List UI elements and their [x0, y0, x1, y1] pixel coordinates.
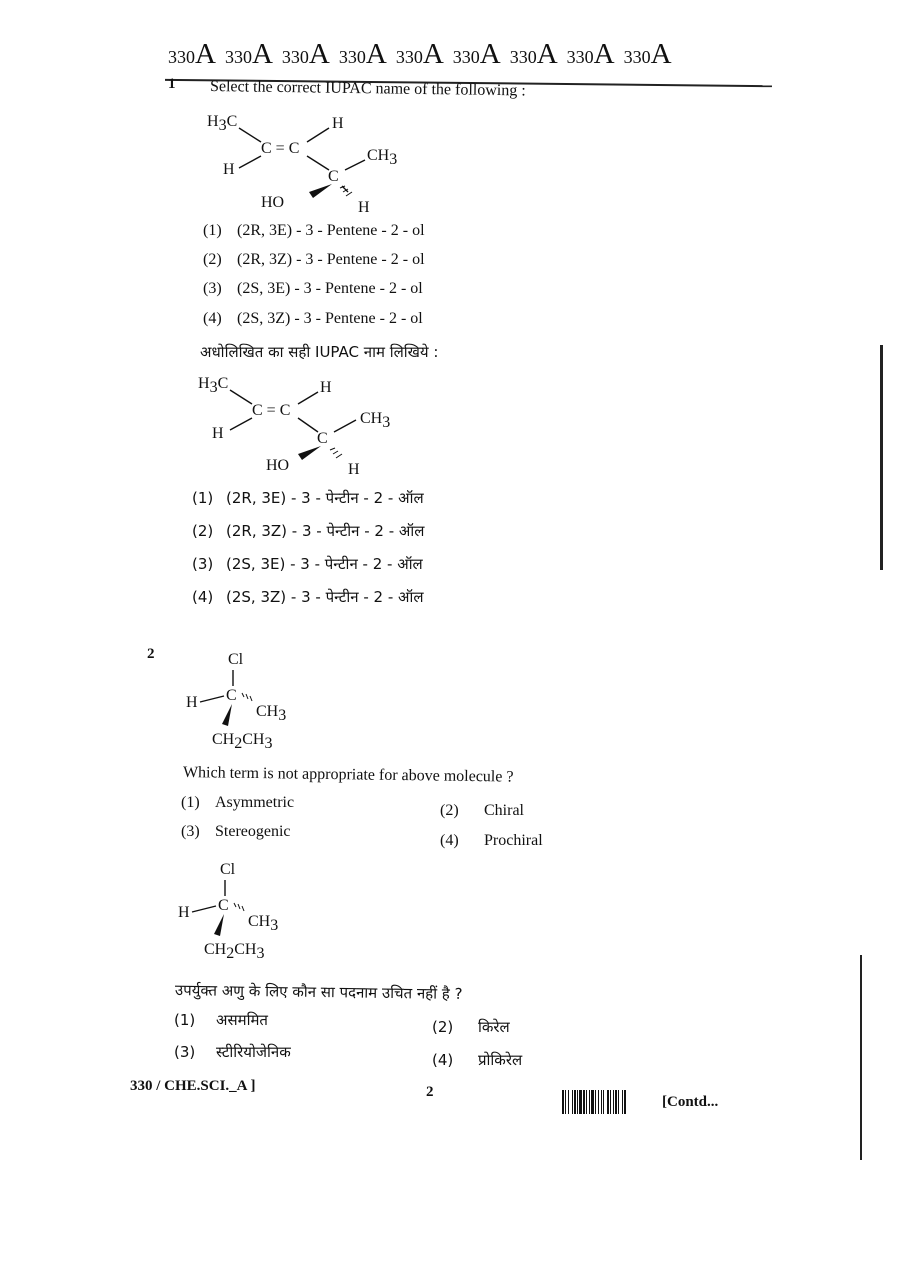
- q2-structure-hi: [172, 856, 312, 966]
- option: (4) (2S, 3Z) - 3 - पेन्टीन - 2 - ऑल: [192, 588, 424, 606]
- paper-code-header: [168, 38, 681, 71]
- hydrogen-label: H: [212, 425, 224, 442]
- question-1-text-hi: अधोलिखित का सही IUPAC नाम लिखिये :: [200, 343, 439, 361]
- methyl-group-label: H3C: [207, 113, 238, 134]
- hydrogen-label: H: [223, 161, 235, 178]
- methyl-group-label: CH3: [367, 147, 398, 168]
- hydroxyl-label: HO: [261, 194, 285, 211]
- option: (1) (2R, 3E) - 3 - पेन्टीन - 2 - ऑल: [192, 489, 424, 507]
- question-1-text-en: Select the correct IUPAC name of the following :: [209, 78, 526, 100]
- paper-code: 330A: [338, 38, 387, 70]
- paper-code: 330A: [281, 38, 330, 70]
- scan-edge-line: [860, 955, 862, 1160]
- option: (3) Stereogenic: [181, 823, 291, 840]
- q2-structure-en: [180, 646, 320, 756]
- option: (4) प्रोकिरेल: [432, 1051, 523, 1069]
- hydroxyl-label: HO: [266, 457, 290, 474]
- hydrogen-label: H: [186, 694, 198, 711]
- option: (3) (2S, 3E) - 3 - पेन्टीन - 2 - ऑल: [192, 555, 423, 573]
- carbon-label: C: [226, 687, 237, 704]
- option: (3) स्टीरियोजेनिक: [174, 1043, 291, 1061]
- paper-code: 330A: [566, 38, 615, 70]
- methyl-group-label: CH3: [360, 410, 391, 431]
- option: (1) (2R, 3E) - 3 - Pentene - 2 - ol: [203, 222, 425, 239]
- paper-code: 330A: [168, 38, 216, 70]
- carbon-label: C: [218, 897, 229, 914]
- barcode-icon: [562, 1090, 652, 1114]
- hydrogen-label: H: [358, 199, 370, 216]
- chlorine-label: Cl: [228, 651, 244, 668]
- question-number-1: 1: [168, 76, 176, 92]
- double-bond-label: C = C: [261, 140, 300, 157]
- paper-code-footer: 330 / CHE.SCI._A ]: [130, 1078, 256, 1094]
- option: (4) Prochiral: [440, 832, 543, 849]
- option: (2) Chiral: [440, 802, 524, 819]
- paper-code: 330A: [623, 38, 672, 70]
- hydrogen-label: H: [320, 379, 332, 396]
- q1-structure-hi: [186, 368, 416, 480]
- option: (1) Asymmetric: [181, 794, 295, 811]
- option: (4) (2S, 3Z) - 3 - Pentene - 2 - ol: [203, 310, 423, 327]
- hydrogen-label: H: [332, 115, 344, 132]
- q1-structure-en: [195, 106, 425, 218]
- hydrogen-label: H: [348, 461, 360, 478]
- page-number: 2: [426, 1084, 434, 1100]
- option: (2) (2R, 3Z) - 3 - Pentene - 2 - ol: [203, 251, 425, 268]
- paper-code: 330A: [395, 38, 444, 70]
- double-bond-label: C = C: [252, 402, 291, 419]
- ethyl-group-label: CH2CH3: [212, 731, 273, 752]
- paper-code: 330A: [224, 38, 273, 70]
- scan-edge-line: [880, 345, 883, 570]
- option: (2) (2R, 3Z) - 3 - पेन्टीन - 2 - ऑल: [192, 522, 425, 540]
- question-2-text-hi: उपर्युक्त अणु के लिए कौन सा पदनाम उचित नहीं है ?: [174, 981, 463, 1004]
- continued-label: [Contd...: [662, 1094, 719, 1110]
- hydrogen-label: H: [178, 904, 190, 921]
- paper-code: 330A: [509, 38, 558, 70]
- question-2-text-en: Which term is not appropriate for above molecule ?: [182, 764, 514, 786]
- methyl-group-label: CH3: [256, 703, 287, 724]
- option: (2) किरेल: [432, 1018, 510, 1036]
- methyl-group-label: H3C: [198, 375, 229, 396]
- chlorine-label: Cl: [220, 861, 236, 878]
- paper-code: 330A: [452, 38, 501, 70]
- option: (1) असममित: [174, 1011, 268, 1029]
- methyl-group-label: CH3: [248, 913, 279, 934]
- carbon-label: C: [328, 168, 339, 185]
- option: (3) (2S, 3E) - 3 - Pentene - 2 - ol: [203, 280, 423, 297]
- carbon-label: C: [317, 430, 328, 447]
- question-number-2: 2: [147, 646, 155, 662]
- ethyl-group-label: CH2CH3: [204, 941, 265, 962]
